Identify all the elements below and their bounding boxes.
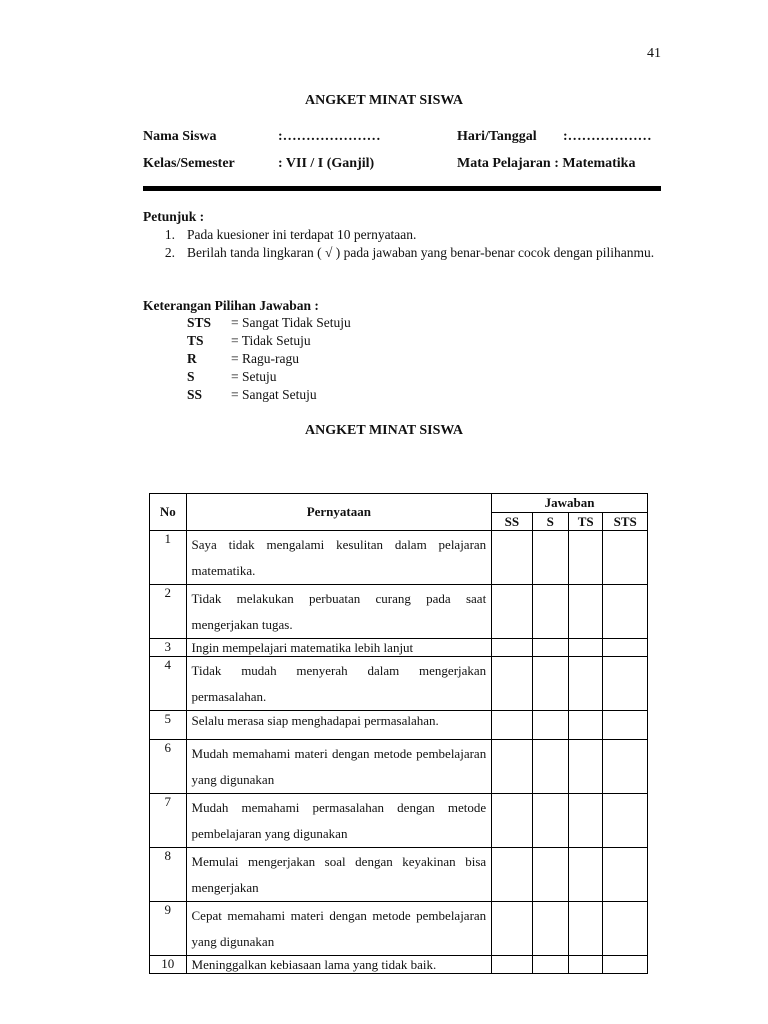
answer-cell-ss[interactable] (492, 657, 532, 711)
table-row (150, 740, 648, 794)
header-divider (143, 186, 661, 191)
answer-cell-s[interactable] (532, 956, 568, 974)
table-row (150, 848, 648, 902)
name-value: :………………… (278, 129, 381, 144)
answer-option-header: SS (492, 513, 532, 531)
answer-cell-s[interactable] (532, 531, 568, 585)
answer-cell-ss[interactable] (492, 848, 532, 902)
table-row (150, 531, 648, 585)
answer-cell-sts[interactable] (603, 585, 648, 639)
answer-cell-ss[interactable] (492, 956, 532, 974)
answer-cell-ts[interactable] (568, 711, 603, 740)
row-number: 1 (150, 531, 187, 585)
legend-meaning: = Tidak Setuju (231, 333, 311, 348)
row-number: 5 (150, 711, 187, 740)
answer-cell-sts[interactable] (603, 902, 648, 956)
legend-code: TS (187, 333, 204, 348)
legend-meaning: = Ragu-ragu (231, 351, 299, 366)
answer-cell-sts[interactable] (603, 740, 648, 794)
answer-cell-s[interactable] (532, 639, 568, 657)
answer-cell-sts[interactable] (603, 657, 648, 711)
legend-code: S (187, 369, 195, 384)
answer-cell-ts[interactable] (568, 740, 603, 794)
table-row (150, 711, 648, 740)
row-number: 8 (150, 848, 187, 902)
answer-cell-s[interactable] (532, 657, 568, 711)
row-statement: Cepat memahami materi dengan metode pembelajaran yang digunakan (186, 902, 492, 956)
row-statement: Selalu merasa siap menghadapai permasalahan. (186, 711, 492, 740)
column-header-no: No (150, 494, 187, 531)
table-row (150, 956, 648, 974)
table-row (150, 657, 648, 711)
legend-meaning: = Sangat Setuju (231, 387, 317, 402)
row-number: 4 (150, 657, 187, 711)
table-row (150, 902, 648, 956)
answer-cell-ss[interactable] (492, 585, 532, 639)
subject-label: Mata Pelajaran : Matematika (457, 156, 636, 171)
answer-cell-ts[interactable] (568, 585, 603, 639)
survey-table (149, 493, 648, 974)
answer-cell-ss[interactable] (492, 794, 532, 848)
answer-cell-sts[interactable] (603, 956, 648, 974)
instruction-item (155, 226, 675, 244)
row-statement: Saya tidak mengalami kesulitan dalam pelajaran matematika. (186, 531, 492, 585)
row-statement: Tidak mudah menyerah dalam mengerjakan permasalahan. (186, 657, 492, 711)
row-statement: Mudah memahami materi dengan metode pembelajaran yang digunakan (186, 740, 492, 794)
date-value: :……………… (563, 129, 652, 144)
answer-cell-ss[interactable] (492, 902, 532, 956)
row-number: 3 (150, 639, 187, 657)
row-statement: Tidak melakukan perbuatan curang pada saat mengerjakan tugas. (186, 585, 492, 639)
answer-cell-sts[interactable] (603, 531, 648, 585)
row-number: 10 (150, 956, 187, 974)
answer-cell-ss[interactable] (492, 740, 532, 794)
answer-cell-s[interactable] (532, 740, 568, 794)
date-label: Hari/Tanggal (457, 129, 537, 144)
row-statement: Mudah memahami permasalahan dengan metode pembelajaran yang digunakan (186, 794, 492, 848)
page-title: ANGKET MINAT SISWA (305, 93, 463, 108)
class-value: : VII / I (Ganjil) (278, 156, 375, 171)
instructions-heading: Petunjuk : (143, 209, 205, 224)
answer-cell-ss[interactable] (492, 711, 532, 740)
row-number: 6 (150, 740, 187, 794)
legend-heading: Keterangan Pilihan Jawaban : (143, 298, 319, 313)
answer-cell-s[interactable] (532, 902, 568, 956)
answer-cell-ts[interactable] (568, 794, 603, 848)
answer-option-header: TS (568, 513, 603, 531)
row-statement: Memulai mengerjakan soal dengan keyakinan bisa mengerjakan (186, 848, 492, 902)
instruction-text: Berilah tanda lingkaran ( √ ) pada jawaban yang benar-benar cocok dengan pilihanmu. (187, 245, 655, 260)
answer-cell-s[interactable] (532, 585, 568, 639)
row-number: 2 (150, 585, 187, 639)
answer-cell-sts[interactable] (603, 711, 648, 740)
column-header-statement: Pernyataan (186, 494, 492, 531)
table-row (150, 585, 648, 639)
instruction-number: 1. (164, 227, 175, 242)
table-title: ANGKET MINAT SISWA (305, 423, 463, 438)
answer-cell-s[interactable] (532, 848, 568, 902)
answer-cell-ts[interactable] (568, 657, 603, 711)
name-label: Nama Siswa (143, 129, 217, 144)
answer-cell-ts[interactable] (568, 639, 603, 657)
answer-cell-s[interactable] (532, 794, 568, 848)
instruction-text: Pada kuesioner ini terdapat 10 pernyataan. (187, 227, 417, 242)
answer-cell-ts[interactable] (568, 848, 603, 902)
answer-cell-sts[interactable] (603, 794, 648, 848)
legend-meaning: = Sangat Tidak Setuju (231, 315, 351, 330)
instruction-number: 2. (164, 245, 175, 260)
row-statement: Meninggalkan kebiasaan lama yang tidak baik. (186, 956, 492, 974)
answer-option-header: STS (603, 513, 648, 531)
row-number: 9 (150, 902, 187, 956)
answer-cell-sts[interactable] (603, 639, 648, 657)
legend-code: STS (187, 315, 212, 330)
answer-cell-ts[interactable] (568, 531, 603, 585)
answer-cell-sts[interactable] (603, 848, 648, 902)
row-number: 7 (150, 794, 187, 848)
answer-option-header: S (532, 513, 568, 531)
legend-meaning: = Setuju (231, 369, 277, 384)
answer-cell-s[interactable] (532, 711, 568, 740)
page-number: 41 (647, 46, 661, 61)
answer-cell-ss[interactable] (492, 531, 532, 585)
legend-code: R (187, 351, 197, 366)
answer-cell-ts[interactable] (568, 902, 603, 956)
table-row (150, 639, 648, 657)
row-statement: Ingin mempelajari matematika lebih lanjut (186, 639, 492, 657)
answer-cell-ts[interactable] (568, 956, 603, 974)
answer-cell-ss[interactable] (492, 639, 532, 657)
instruction-item (155, 244, 675, 280)
legend-code: SS (187, 387, 203, 402)
table-row (150, 794, 648, 848)
class-label: Kelas/Semester (143, 156, 235, 171)
column-header-answer: Jawaban (492, 494, 648, 513)
